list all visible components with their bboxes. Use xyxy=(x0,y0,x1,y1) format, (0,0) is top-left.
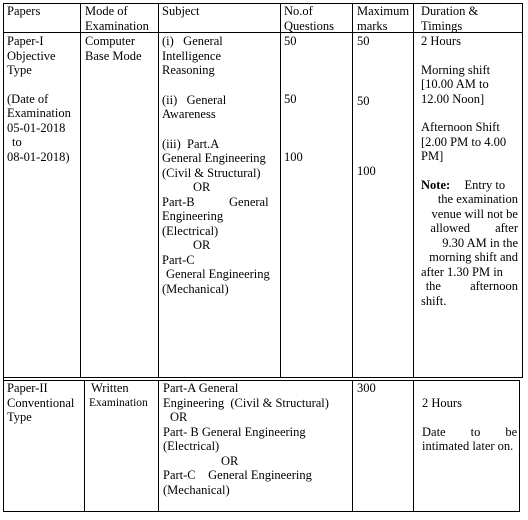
row2-partb-line1: Part- B General Engineering xyxy=(163,424,306,439)
subject-gi-line1: (i) General xyxy=(162,34,223,48)
row2-partc-line1: Part-C General Engineering xyxy=(163,468,312,482)
header-questions xyxy=(284,4,350,33)
row2-col-divider-4 xyxy=(413,380,414,512)
row1-mode-line2: Base Mode xyxy=(85,48,142,63)
marks-gi: 50 xyxy=(357,34,370,48)
row1-bottom-border xyxy=(3,377,523,378)
subject-ge-line2: General Engineering xyxy=(162,151,266,165)
header-marks-line1: Maximum xyxy=(357,4,410,18)
row1-mode-cell xyxy=(85,34,157,63)
afternoon-shift-line2: [2.00 PM to 4.00 xyxy=(421,134,507,149)
note-line1 xyxy=(421,178,518,193)
row1-date-line2: Examination xyxy=(7,106,71,120)
col-divider-5 xyxy=(413,3,414,378)
table-border-left xyxy=(3,3,4,512)
row2-subject-cell xyxy=(163,381,351,497)
header-papers xyxy=(7,4,79,19)
table-border-right xyxy=(522,3,523,378)
header-questions-line1: No.of xyxy=(284,4,313,18)
subject-partb-line1: Part-B General xyxy=(162,194,269,209)
afternoon-shift-line1: Afternoon Shift xyxy=(421,120,500,134)
row1-date-line5: 08-01-2018) xyxy=(7,149,70,164)
row1-mode-line1: Computer xyxy=(85,34,135,48)
subject-ge-line1: (iii) Part.A xyxy=(162,136,220,151)
subject-or-2: OR xyxy=(193,238,211,252)
subject-partc-line1: Part-C xyxy=(162,252,195,267)
row1-date-line3: 05-01-2018 xyxy=(7,120,66,135)
row2-mode-line1: Written xyxy=(91,381,129,395)
row2-border-right xyxy=(519,380,520,512)
col-divider-2 xyxy=(158,3,159,378)
row2-date-line2: intimated later on. xyxy=(422,439,514,453)
note-line2: the examination xyxy=(437,192,518,206)
row1-paper-line3: Type xyxy=(7,63,32,77)
row2-partb-line2: (Electrical) xyxy=(163,439,220,453)
row1-marks-2 xyxy=(357,94,370,109)
morning-shift-line2: [10.00 AM to xyxy=(421,77,489,91)
subject-or-1: OR xyxy=(193,180,211,194)
header-subject-text: Subject xyxy=(162,4,200,18)
row2-paper-line2: Conventional xyxy=(7,395,75,410)
note-line7: after 1.30 PM in xyxy=(421,264,503,279)
note-line5: 9.30 AM in the xyxy=(442,235,518,250)
header-marks xyxy=(357,4,412,33)
row2-partc-line2: (Mechanical) xyxy=(163,482,230,497)
header-papers-text: Papers xyxy=(7,4,41,18)
row1-date-line1: (Date of xyxy=(7,91,49,106)
marks-ge: 100 xyxy=(357,164,376,178)
row2-paper-line1: Paper-II xyxy=(7,381,48,395)
row1-marks-3 xyxy=(357,164,376,179)
note-line9: shift. xyxy=(421,293,447,308)
header-questions-line2: Questions xyxy=(284,18,334,33)
row2-paper-line3: Type xyxy=(7,410,32,424)
row2-duration-cell xyxy=(422,396,518,454)
header-duration-line1: Duration & xyxy=(421,4,479,18)
header-mode-line2: Examination xyxy=(85,18,149,33)
subject-ga-line1: (ii) General xyxy=(162,92,227,107)
note-line3: venue will not be xyxy=(431,206,518,221)
morning-shift-line3: 12.00 Noon] xyxy=(421,91,485,106)
afternoon-shift-line3: PM] xyxy=(421,149,444,163)
subject-partc-line2: General Engineering xyxy=(166,267,270,281)
col-divider-4 xyxy=(352,3,353,378)
note-line6: morning shift and xyxy=(429,250,518,264)
subject-partb-line3: (Electrical) xyxy=(162,223,219,238)
col-divider-3 xyxy=(280,3,281,378)
morning-shift-line1: Morning shift xyxy=(421,62,491,77)
row2-col-divider-1 xyxy=(84,380,85,512)
row2-duration-hours: 2 Hours xyxy=(422,396,462,410)
row1-paper-line1: Paper-I xyxy=(7,34,44,48)
row2-or-1: OR xyxy=(170,410,188,424)
row1-questions-1 xyxy=(284,34,297,49)
duration-hours: 2 Hours xyxy=(421,34,461,48)
marks-ga: 50 xyxy=(357,94,370,108)
row2-marks-cell xyxy=(357,381,376,396)
row2-or-2: OR xyxy=(221,453,239,468)
row1-subject-cell xyxy=(162,34,278,296)
row2-col-divider-3 xyxy=(352,380,353,512)
header-duration-line2: Timings xyxy=(421,18,463,33)
row2-date-line1: Date to be xyxy=(422,424,518,439)
header-marks-line2: marks xyxy=(357,18,388,33)
row2-paper-cell xyxy=(7,381,83,425)
row2-mode-cell xyxy=(89,381,157,410)
header-mode-line1: Mode of xyxy=(85,4,128,18)
subject-gi-line3: Reasoning xyxy=(162,63,215,77)
questions-ge: 100 xyxy=(284,150,303,164)
row1-duration-cell xyxy=(421,34,518,308)
row1-date-line4: to xyxy=(12,135,22,149)
note-text-1: Entry to xyxy=(461,177,506,192)
note-label: Note: xyxy=(421,177,451,192)
header-mode xyxy=(85,4,157,33)
row1-paper-cell xyxy=(7,34,79,164)
row1-marks-1 xyxy=(357,34,370,49)
subject-ga-line2: Awareness xyxy=(162,107,216,121)
row2-parta-line1: Part-A General xyxy=(163,381,239,395)
header-subject xyxy=(162,4,278,19)
note-line8: the afternoon xyxy=(425,279,518,293)
questions-gi: 50 xyxy=(284,34,297,48)
table-border-bottom xyxy=(3,511,520,512)
row2-parta-line2: Engineering (Civil & Structural) xyxy=(163,395,329,410)
row2-col-divider-2 xyxy=(158,380,159,512)
row1-questions-2 xyxy=(284,92,297,107)
row2-mode-line2: Examination xyxy=(89,396,148,409)
subject-gi-line2: Intelligence xyxy=(162,48,221,63)
questions-ga: 50 xyxy=(284,92,297,106)
col-divider-1 xyxy=(80,3,81,378)
subject-ge-line3: (Civil & Structural) xyxy=(162,165,261,180)
subject-partb-line2: Engineering xyxy=(162,209,224,223)
row1-questions-3 xyxy=(284,150,303,165)
note-line4: allowed after xyxy=(430,221,518,235)
row2-marks: 300 xyxy=(357,381,376,395)
row1-paper-line2: Objective xyxy=(7,48,56,63)
header-duration xyxy=(421,4,521,33)
subject-partc-line3: (Mechanical) xyxy=(162,281,229,296)
